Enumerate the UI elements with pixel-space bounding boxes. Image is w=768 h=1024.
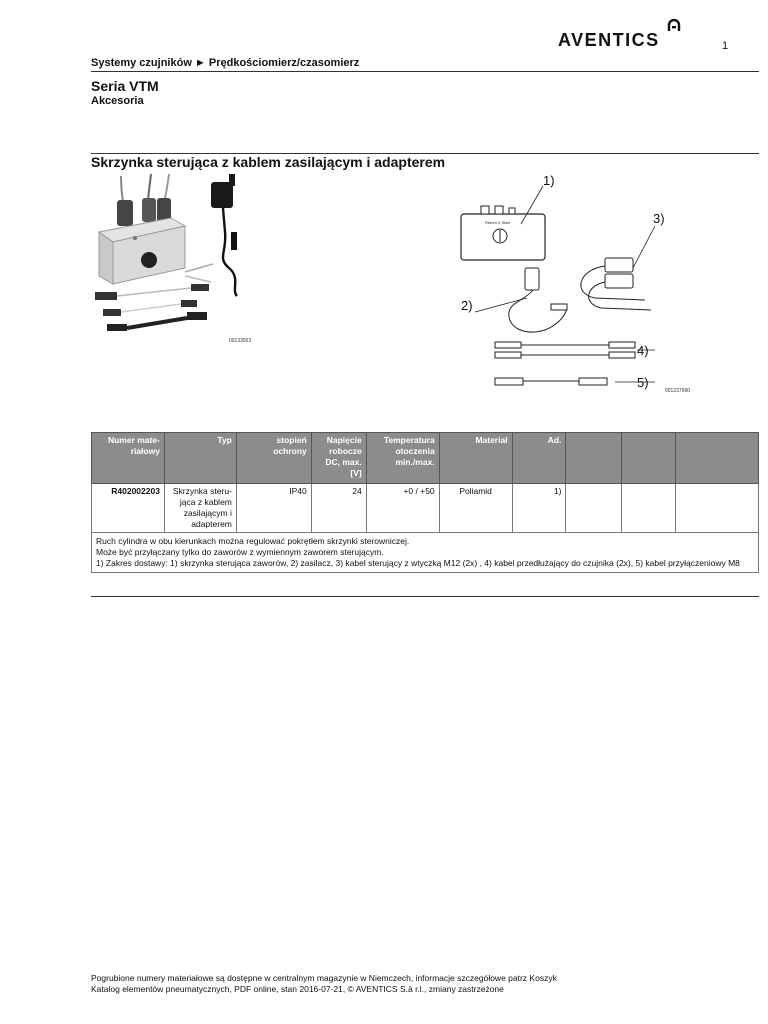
- cell-empty-3: [676, 484, 759, 533]
- spec-table: [91, 432, 759, 573]
- cell-protection: IP40: [236, 484, 311, 533]
- cell-empty-1: [566, 484, 622, 533]
- table-bottom-divider: [91, 596, 759, 597]
- note-line-3: 1) Zakres dostawy: 1) skrzynka sterująca zaworów, 2) zasilacz, 3) kabel sterujący z wtyczką M12 (2x) , 4) kabel przedłużający do czujnika (2x), 5) kabel przyłączeniowy M8: [96, 558, 740, 568]
- breadcrumb: Systemy czujników ► Prędkościomierz/czasomierz: [91, 57, 360, 69]
- brand-logo-text: AVENTICS: [558, 30, 660, 50]
- header-ad: Ad.: [512, 433, 566, 484]
- header-empty-1: [566, 433, 622, 484]
- header-empty-3: [676, 433, 759, 484]
- page-number: 1: [722, 40, 729, 52]
- drawing-code: 001237990: [665, 388, 691, 394]
- table-header-row: [92, 433, 759, 484]
- header-temperature: Temperatura otoczenia min./max.: [366, 433, 439, 484]
- callout-5: 5): [637, 375, 649, 390]
- table-notes: [92, 533, 759, 573]
- footer-line-2: Katalog elementów pneumatycznych, PDF online, stan 2016-07-21, © AVENTICS S.à r.l., zmiany zastrzeżone: [91, 984, 504, 994]
- header-type: Typ: [164, 433, 236, 484]
- header-material: Materiał: [439, 433, 512, 484]
- cell-ad: 1): [512, 484, 566, 533]
- header-divider: [91, 71, 759, 72]
- callout-3: 3): [653, 211, 665, 226]
- table-notes-row: [92, 533, 759, 573]
- cell-temperature: +0 / +50: [366, 484, 439, 533]
- cell-material-number: R402002203: [92, 484, 165, 533]
- footer: [91, 973, 557, 995]
- header-voltage: Napięcie robocze DC, max. [V]: [311, 433, 366, 484]
- page-subtitle: Akcesoria: [91, 95, 144, 107]
- table-row: [92, 484, 759, 533]
- footer-line-1: Pogrubione numery materiałowe są dostępne w centralnym magazynie w Niemczech, informacje szczegółowe patrz Koszyk: [91, 973, 557, 983]
- cell-empty-2: [622, 484, 676, 533]
- callout-1: 1): [543, 173, 555, 188]
- note-line-2: Może być przyłączany tylko do zaworów z wymiennym zaworem sterującym.: [96, 547, 384, 557]
- callout-4: 4): [637, 343, 649, 358]
- header-empty-2: [622, 433, 676, 484]
- cell-material: Poliamid: [439, 484, 512, 533]
- cell-voltage: 24: [311, 484, 366, 533]
- aventics-logo-icon: [667, 19, 681, 33]
- header-material-number: Numer mate-riałowy: [92, 433, 165, 484]
- header-protection: stopień ochrony: [236, 433, 311, 484]
- control-box-photo: [91, 172, 261, 342]
- callout-2: 2): [461, 298, 473, 313]
- note-line-1: Ruch cylindra w obu kierunkach można regulować pokrętłem skrzynki sterowniczej.: [96, 536, 410, 546]
- photo-code: 00133563: [229, 338, 252, 344]
- accessories-drawing: [455, 172, 685, 402]
- page-title: Seria VTM: [91, 78, 159, 94]
- cell-type: Skrzynka steru-jąca z kablem zasilającym i adapterem: [164, 484, 236, 533]
- box-label: Return 0 Start: [485, 220, 510, 225]
- section-title: Skrzynka sterująca z kablem zasilającym i adapterem: [91, 154, 446, 170]
